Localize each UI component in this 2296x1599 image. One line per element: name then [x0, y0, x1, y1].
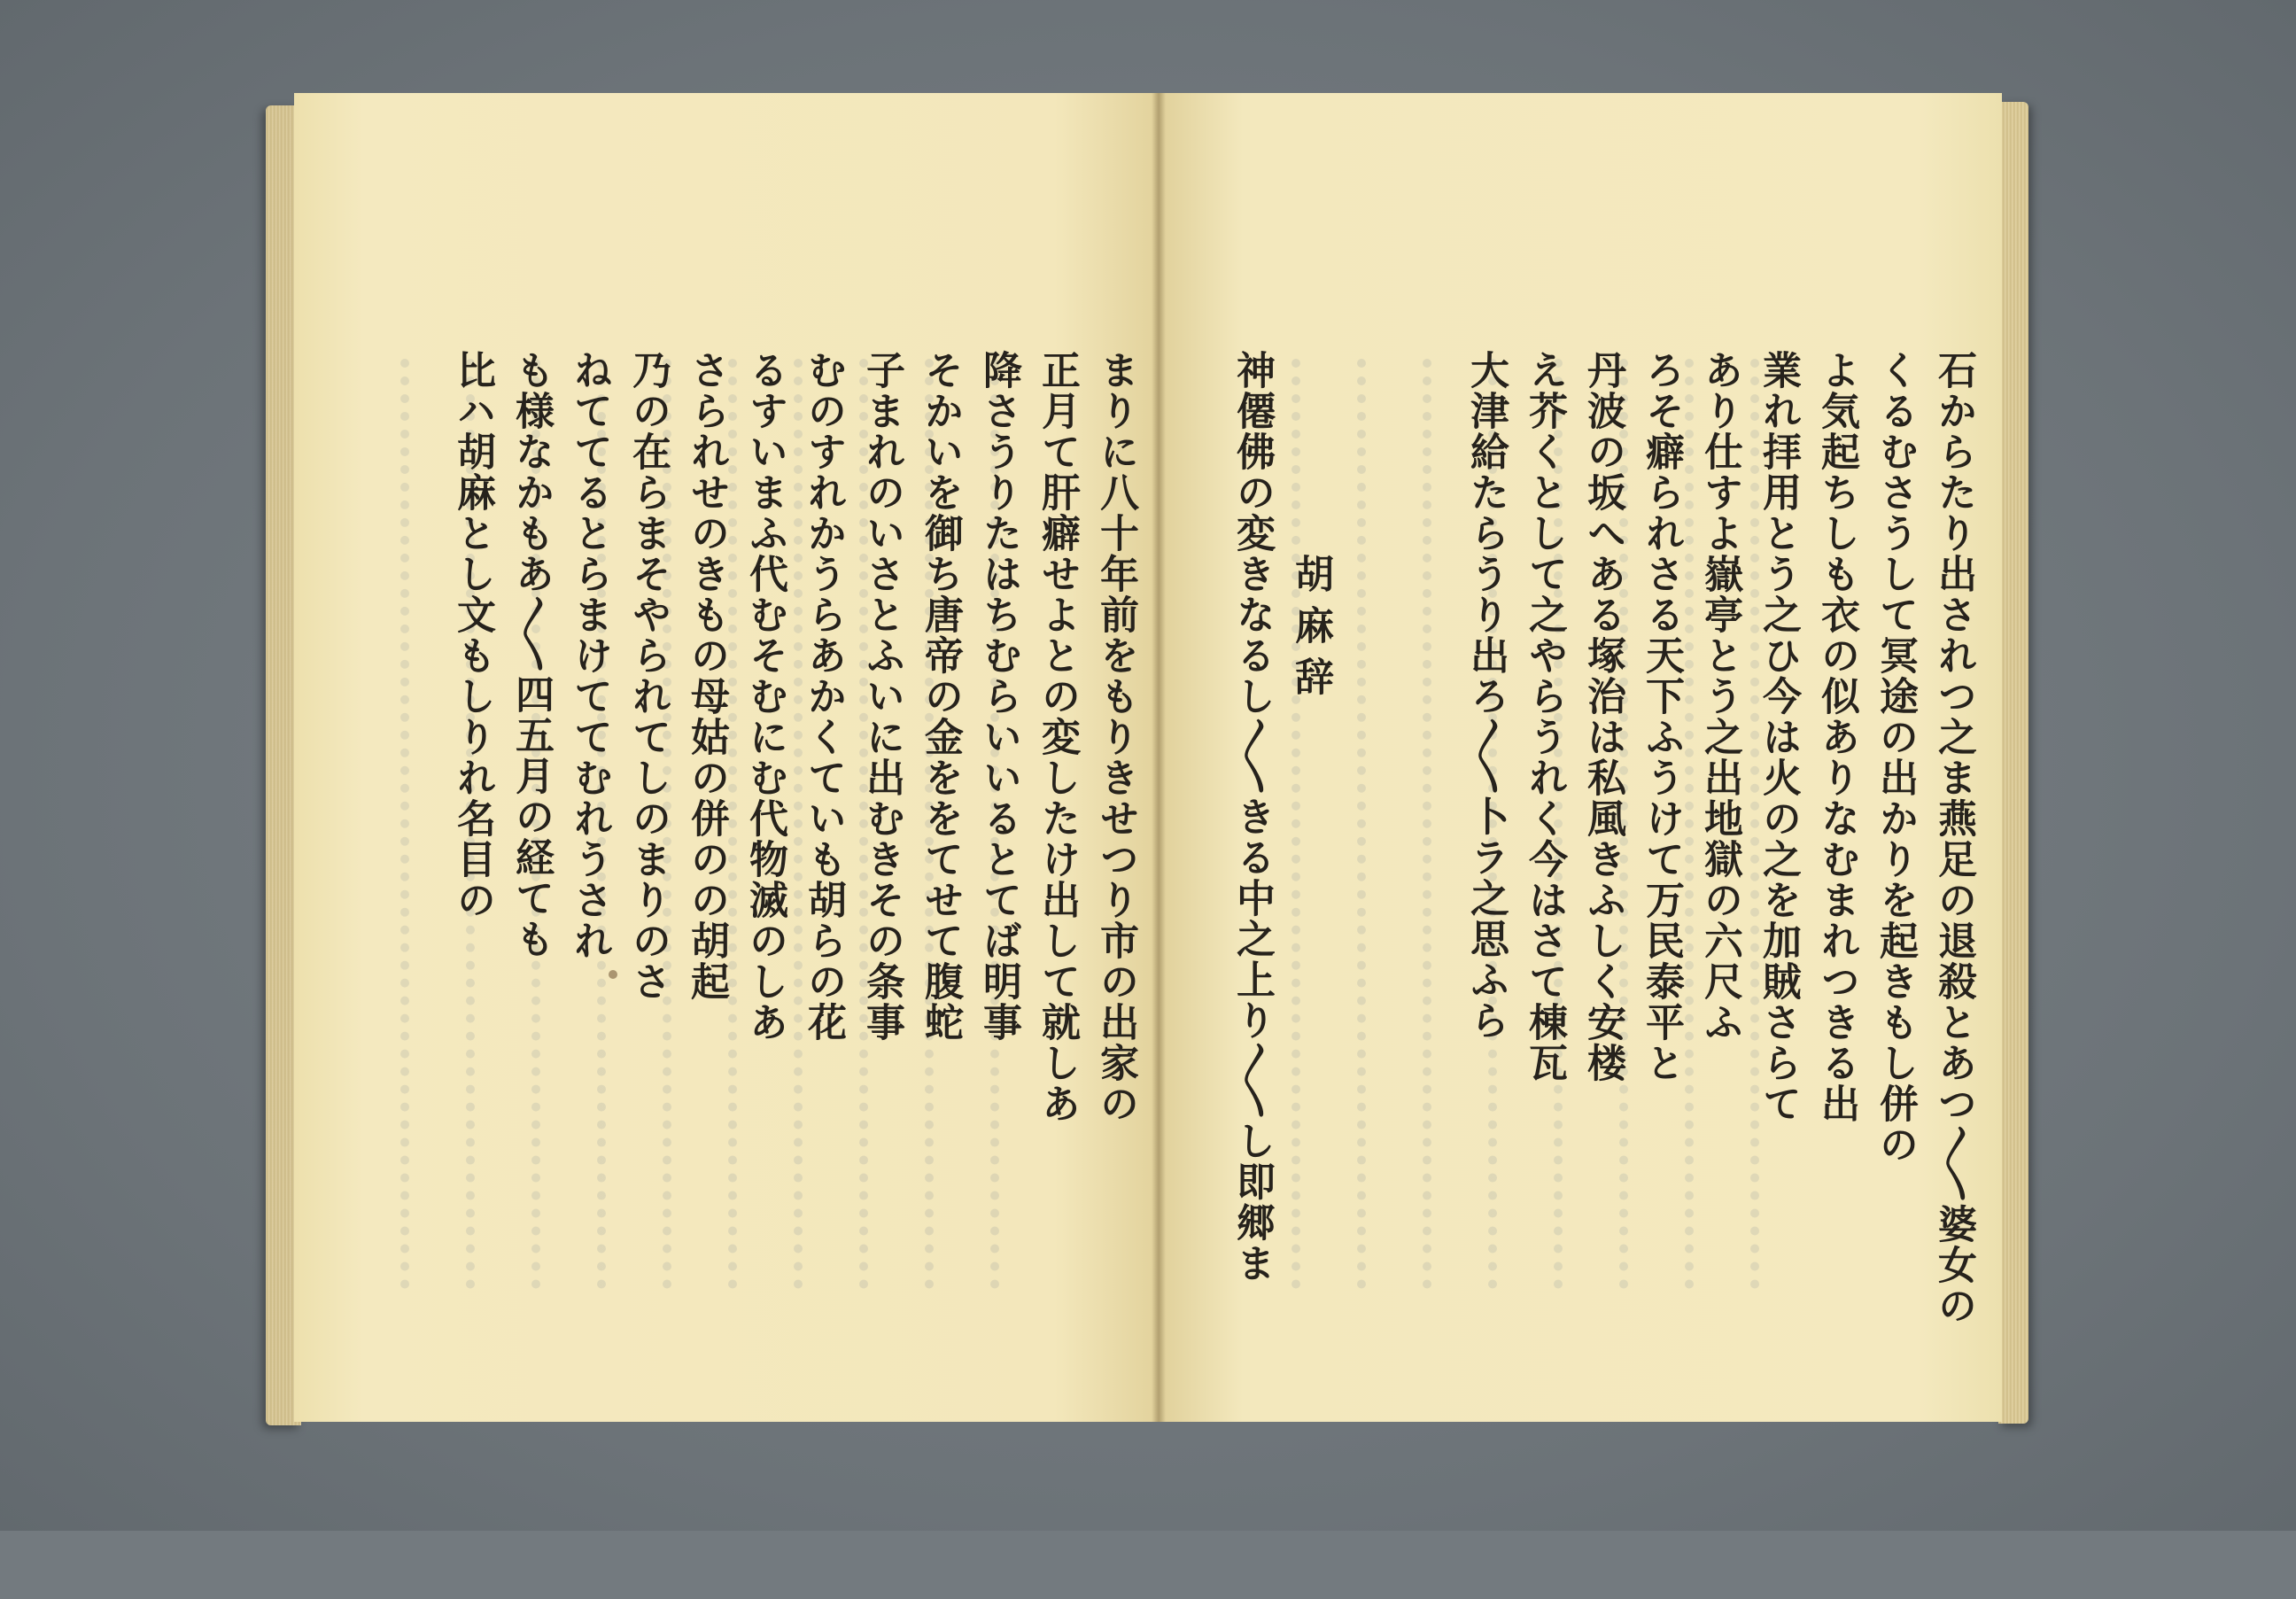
text-column: さられせのきもの母姑の併のの胡起	[684, 350, 729, 1002]
text-column: よ気起ちしも衣の似ありなむまれつきる出	[1814, 350, 1859, 1124]
right-page	[1159, 93, 2002, 1422]
text-column: ねててるとらまけててむれうされ	[567, 350, 612, 961]
text-column: まりに八十年前をもりきせつり市の出家の	[1093, 350, 1138, 1124]
section-title: 胡麻辞	[1288, 554, 1333, 708]
text-column: え芥くとして之やらうれく今はさて棟瓦	[1522, 350, 1567, 1083]
text-column: 大津給たらうり出ろ〳〵卜ラ之思ふら	[1463, 350, 1509, 1041]
text-column: あり仕すよ嶽亭とう之出地獄の六尺ふ	[1697, 350, 1742, 1043]
text-column: くるむさうして冥途の出かりを起きもし併の	[1873, 350, 1918, 1165]
text-column: 石からたり出されつ之ま燕足の退殺とあつ〳〵婆女の	[1931, 350, 1976, 1326]
book-gutter	[1152, 93, 1166, 1422]
text-column: ろそ癖られさる天下ふうけて万民泰平と	[1639, 350, 1684, 1083]
text-column: そかいを御ち唐帝の金ををてせて腹蛇	[918, 350, 963, 1043]
text-column: 丹波の坂へある塚治は私風きふしく安楼	[1580, 350, 1625, 1083]
column-gap	[1398, 350, 1456, 1395]
open-book	[266, 93, 2028, 1440]
closing-text-column: 神僊佛の変きなるし〳〵きる中之上り〳〵し即郷ま	[1229, 350, 1275, 1284]
text-column: 子まれのいさとふいに出むきその条事	[859, 350, 904, 1043]
text-column: 乃の在らまそやられてしのまりのさ	[625, 350, 671, 1002]
right-page-text	[1185, 350, 1982, 1395]
text-column: むのすれかうらあかくていも胡らの花	[801, 350, 846, 1043]
text-column: も様なかもあ〳〵四五月の経ても	[508, 350, 554, 959]
text-column: るすいまふ代むそむにむ代物滅のしあ	[742, 350, 787, 1043]
text-column: 降さうりたはちむらいいるとてば明事	[976, 350, 1021, 1043]
text-column: 正月て肝癖せよとの変したけ出して就しあ	[1035, 350, 1080, 1124]
text-column: 業れ拝用とう之ひ今は火の之を加賊さらて	[1756, 350, 1801, 1124]
column-gap	[1339, 350, 1398, 1395]
right-page-edges	[1998, 102, 2028, 1424]
left-page-text	[330, 350, 1144, 1395]
left-page	[294, 93, 1159, 1422]
text-column: 比ハ胡麻とし文もしりれ名目の	[450, 350, 495, 920]
